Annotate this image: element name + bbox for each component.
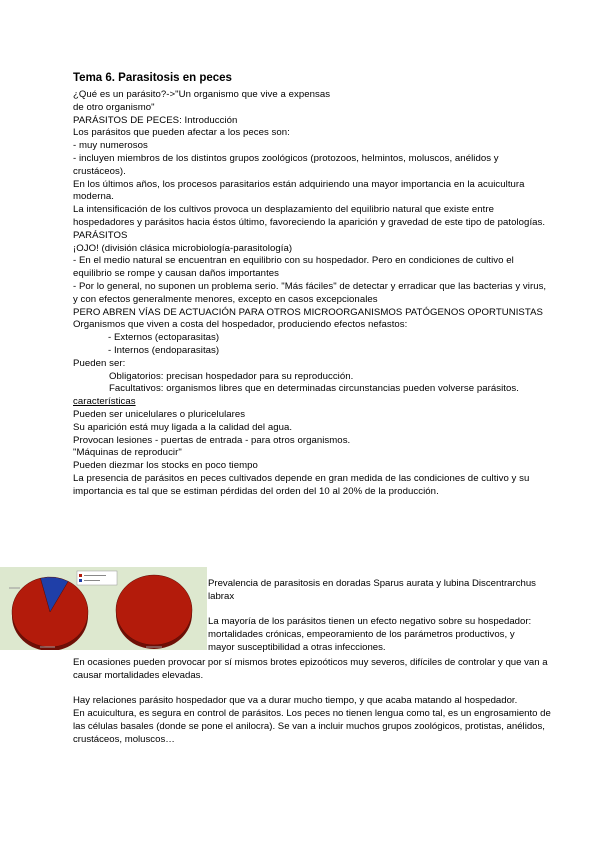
pie-chart-figure <box>0 567 207 650</box>
paragraph: La presencia de parásitos en peces cultivados depende en gran medida de las condiciones de cultivo y su importancia es tal que se estiman pérdidas del orden del 10 al 20% de la producción. <box>73 472 530 497</box>
paragraph: PERO ABREN VÍAS DE ACTUACIÓN PARA OTROS MICROORGANISMOS PATÓGENOS OPORTUNISTAS <box>73 306 543 318</box>
list-item: - Por lo general, no suponen un problema serio. "Más fáciles" de detectar y erradicar que las bacterias y virus, y con efectos generalmente menores, excepto en casos excepcionales <box>73 280 547 305</box>
closing-text <box>73 657 553 747</box>
paragraph: Pueden diezmar los stocks en poco tiempo <box>73 460 258 472</box>
figure-caption: Prevalencia de parasitosis en doradas Sparus aurata y lubina Discentrarchus labrax <box>208 578 536 602</box>
paragraph: de otro organismo" <box>73 101 155 113</box>
pie-chart-lubina <box>116 575 192 649</box>
list-item: Obligatorios: precisan hospedador para su reproducción. <box>109 370 354 382</box>
document-title: Tema 6. Parasitosis en peces <box>73 72 232 84</box>
paragraph: Los parásitos que pueden afectar a los peces son: <box>73 127 290 139</box>
paragraph: La intensificación de los cultivos provoca un desplazamiento del equilibrio natural que existe entre hospedadores y parásitos hacia éstos último, favoreciendo la aparición y gravedad de este tipo de patologías. <box>73 204 546 228</box>
list-item: - Externos (ectoparasitas) <box>108 332 220 344</box>
list-item: - incluyen miembros de los distintos grupos zoológicos (protozoos, helmintos, moluscos, anélidos y crustáceos). <box>73 152 499 177</box>
pie-slice <box>116 575 192 645</box>
paragraph: Organismos que viven a costa del hospedador, produciendo efectos nefastos: <box>73 319 408 331</box>
paragraph: En acuicultura, es segura en control de parásitos. Los peces no tienen lengua como tal, es un engrosamiento de las células basales (donde se pone el anilocra). Se van a incluir muchos grupos zoológicos, protistas, anélidos, crustáceos, moluscos… <box>73 708 551 745</box>
paragraph: Pueden ser: <box>73 357 126 369</box>
subheading: características <box>73 396 136 408</box>
figure-side-text <box>208 578 538 655</box>
pie-charts-svg <box>0 567 207 650</box>
list-item: - muy numerosos <box>73 140 148 152</box>
paragraph: En ocasiones pueden provocar por sí mismos brotes epizoóticos muy severos, difíciles de controlar y que van a causar mortalidades elevadas. <box>73 657 548 681</box>
section-heading: PARÁSITOS <box>73 229 128 241</box>
paragraph: Su aparición está muy ligada a la calidad del agua. <box>73 421 293 433</box>
list-item: - En el medio natural se encuentran en equilibrio con su hospedador. Pero en condiciones de cultivo el equilibrio se rompe y causan daños importantes <box>73 255 514 280</box>
paragraph: Pueden ser unicelulares o pluricelulares <box>73 408 246 420</box>
paragraph: Provocan lesiones - puertas de entrada - para otros organismos. <box>73 434 351 446</box>
paragraph: En los últimos años, los procesos parasitarios están adquiriendo una mayor importancia en la acuicultura moderna. <box>73 178 525 203</box>
pie-chart-doradas <box>12 577 88 650</box>
paragraph: ¡OJO! (división clásica microbiología-parasitología) <box>73 242 293 254</box>
paragraph: Hay relaciones parásito hospedador que va a durar mucho tiempo, y que acaba matando al hospedador. <box>73 695 518 707</box>
main-text <box>73 89 553 499</box>
legend-box <box>77 571 117 585</box>
list-item: - Internos (endoparasitas) <box>108 344 220 356</box>
legend-swatch <box>79 579 82 582</box>
paragraph: "Máquinas de reproducir" <box>73 447 182 459</box>
paragraph: La mayoría de los parásitos tienen un efecto negativo sobre su hospedador: mortalidades crónicas, empeoramiento de los parámetros productivos, y mayor susceptibilidad a otras infecciones. <box>208 616 532 653</box>
list-item: Facultativos: organismos libres que en determinadas circunstancias pueden volverse parásitos. <box>109 383 519 395</box>
legend-swatch <box>79 574 82 577</box>
section-heading: PARÁSITOS DE PECES: Introducción <box>73 114 238 126</box>
paragraph: ¿Qué es un parásito?->"Un organismo que vive a expensas <box>73 89 331 100</box>
